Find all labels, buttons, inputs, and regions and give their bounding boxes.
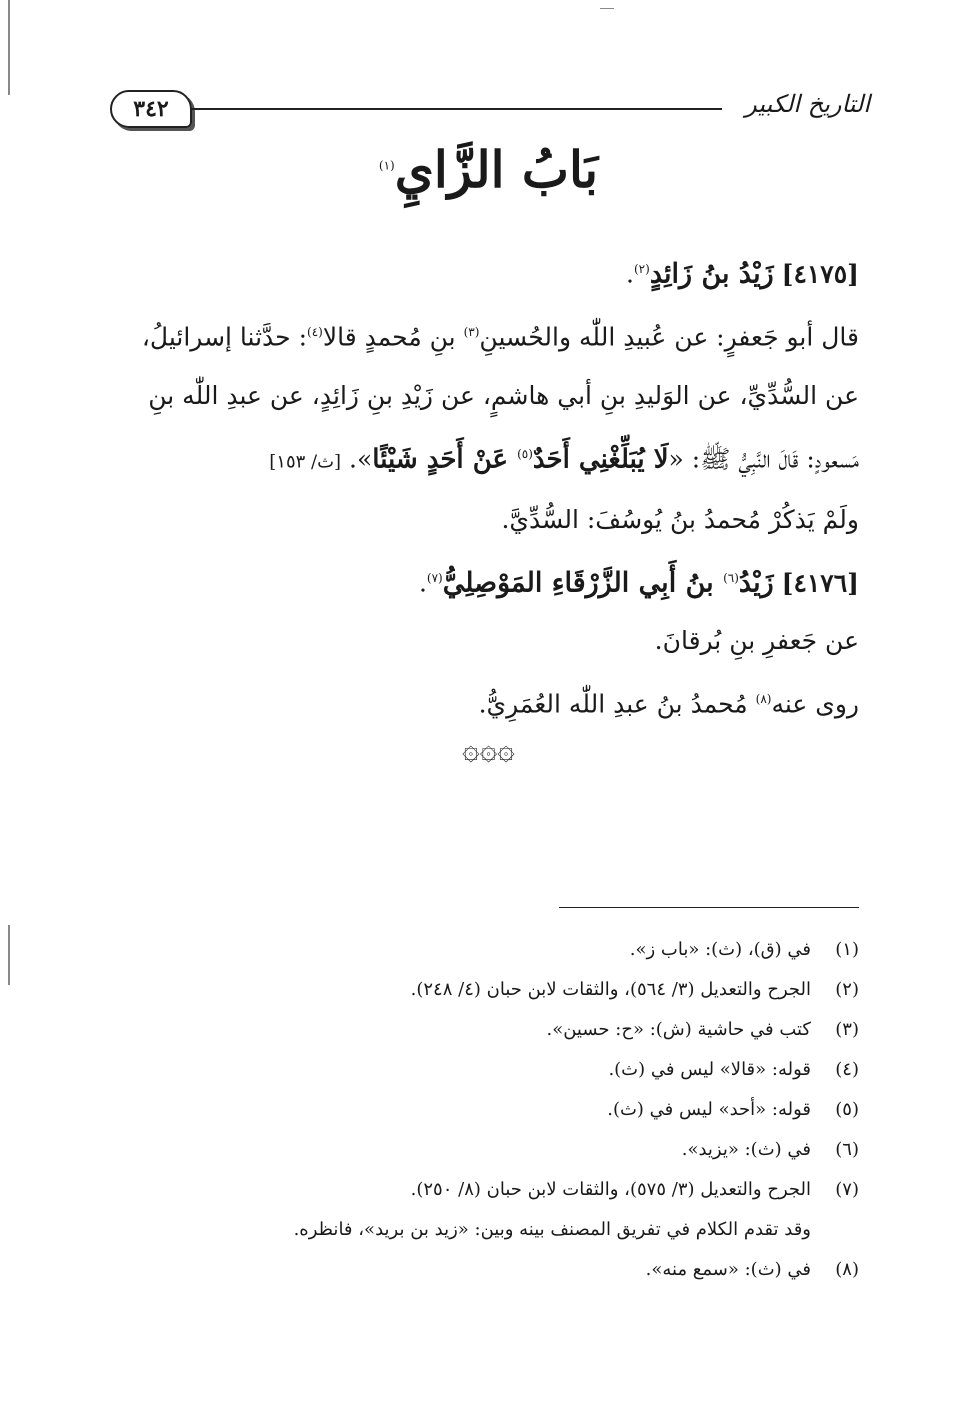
hadith-text: عَنْ أَحَدٍ شَيْئًا	[372, 443, 518, 474]
header-rule	[190, 108, 722, 110]
footnote-text: في (ق)، (ث): «باب ز».	[629, 939, 811, 960]
footnote-number: (٨)	[835, 1259, 859, 1280]
footnote-ref: (٦)	[723, 570, 739, 585]
page-header	[110, 90, 870, 130]
main-text	[119, 240, 859, 734]
footnote-continuation	[119, 1210, 859, 1250]
footnote-text: في (ث): «سمع منه».	[645, 1259, 811, 1280]
footnote-number: (٧)	[835, 1179, 859, 1200]
text-segment: مَسعودٍ: قَالَ النَّبِيُّ ﷺ: «	[668, 443, 859, 473]
footnote	[119, 1090, 859, 1130]
footnote	[119, 1050, 859, 1090]
footnote	[119, 1010, 859, 1050]
footnote-text: قوله: «أحد» ليس في (ث).	[607, 1099, 811, 1120]
footnote	[119, 1250, 859, 1290]
manuscript-ref: [ث/ ١٥٣]	[269, 450, 342, 472]
text-line: ولَمْ يَذكُرْ مُحمدُ بنُ يُوسُفَ: السُّدِّيَّ.	[501, 504, 859, 534]
footnote-text: الجرح والتعديل (٣/ ٥٧٥)، والثقات لابن حبان (٨/ ٢٥٠).	[410, 1179, 811, 1200]
footnotes	[119, 930, 859, 1290]
footnote-text: وقد تقدم الكلام في تفريق المصنف بينه وبين: «زيد بن بريد»، فانظره.	[293, 1219, 811, 1240]
page-number: ٣٤٢	[110, 90, 192, 128]
page-edge-mark	[600, 8, 614, 9]
text-line: عن جَعفرِ بنِ بُرقانَ.	[654, 626, 859, 656]
text-line	[119, 303, 859, 366]
footnote-text: قوله: «قالا» ليس في (ث).	[608, 1059, 811, 1080]
footnote	[119, 970, 859, 1010]
footnote	[119, 930, 859, 970]
footnote-number: (٣)	[835, 1019, 859, 1040]
section-ornaments: ۞۞۞	[462, 732, 515, 767]
footnote-text: كتب في حاشية (ش): «ح: حسين».	[546, 1019, 811, 1040]
footnote-ref: (١)	[378, 158, 395, 173]
chapter-title	[0, 140, 977, 199]
running-title: التاريخ الكبير	[745, 90, 870, 118]
footnote-number: (٢)	[835, 979, 859, 1000]
text-segment: : حدَّثنا إسرائيلُ،	[141, 322, 307, 352]
text-line	[119, 425, 859, 491]
footnote	[119, 1130, 859, 1170]
footnote-number: (١)	[835, 939, 859, 960]
footnote-ref: (٣)	[463, 325, 480, 340]
entry-name: زَيْدُ	[738, 567, 774, 599]
footnote-number: (٥)	[835, 1099, 859, 1120]
text-line: عن السُّدِّيِّ، عن الوَليدِ بنِ أبي هاشمٍ، عن زَيْدِ بنِ زَائِدٍ، عن عبدِ اللّٰه بنِ	[148, 380, 859, 410]
footnote-number: (٤)	[835, 1059, 859, 1080]
page-edge-mark	[8, 0, 10, 95]
entry-heading: [٤١٧٥] زَيْدُ بنُ زَائِدٍ$^{(٢)}$.	[626, 258, 859, 290]
footnote-ref: (٧)	[426, 570, 443, 585]
text-segment: ».	[341, 443, 373, 473]
footnote-ref: (٢)	[633, 262, 650, 276]
text-segment: مُحمدُ بنُ عبدِ اللّٰه العُمَرِيُّ.	[478, 689, 756, 719]
entry-name: بنُ أَبِي الزَّرْقَاءِ المَوْصِلِيُّ	[442, 567, 724, 599]
chapter-title-text: بَابُ الزَّايِ	[394, 140, 599, 199]
text-segment: روى عنه	[771, 689, 859, 719]
entry-number: [٤١٧٥]	[781, 259, 859, 289]
text-segment: قال أبو جَعفرٍ: عن عُبيدِ اللّٰه والحُسينِ	[479, 322, 859, 352]
footnote	[119, 1170, 859, 1210]
entry-name: زَيْدُ بنُ زَائِدٍ	[649, 258, 774, 290]
hadith-text: لَا يُبَلِّغْنِي أَحَدٌ	[532, 443, 669, 474]
footnote-separator	[559, 907, 859, 908]
footnote-text: الجرح والتعديل (٣/ ٥٦٤)، والثقات لابن حبان (٤/ ٢٤٨).	[410, 979, 811, 1000]
footnote-ref: (٤)	[307, 325, 323, 340]
page-edge-mark	[8, 925, 10, 985]
entry-number: [٤١٧٦]	[781, 568, 859, 598]
text-segment: بنِ مُحمدٍ قالا	[322, 322, 464, 352]
entry-heading: [٤١٧٦] زَيْدُ$^{(٦)}$ بنُ أَبِي الزَّرْقَاءِ المَوْصِلِيُّ$^{(٧)}$.	[418, 567, 859, 599]
footnote-number: (٦)	[835, 1139, 859, 1160]
footnote-text: في (ث): «يزيد».	[681, 1139, 811, 1160]
text-line	[119, 670, 859, 733]
footnote-ref: (٨)	[755, 692, 772, 707]
footnote-ref: (٥)	[517, 446, 533, 461]
